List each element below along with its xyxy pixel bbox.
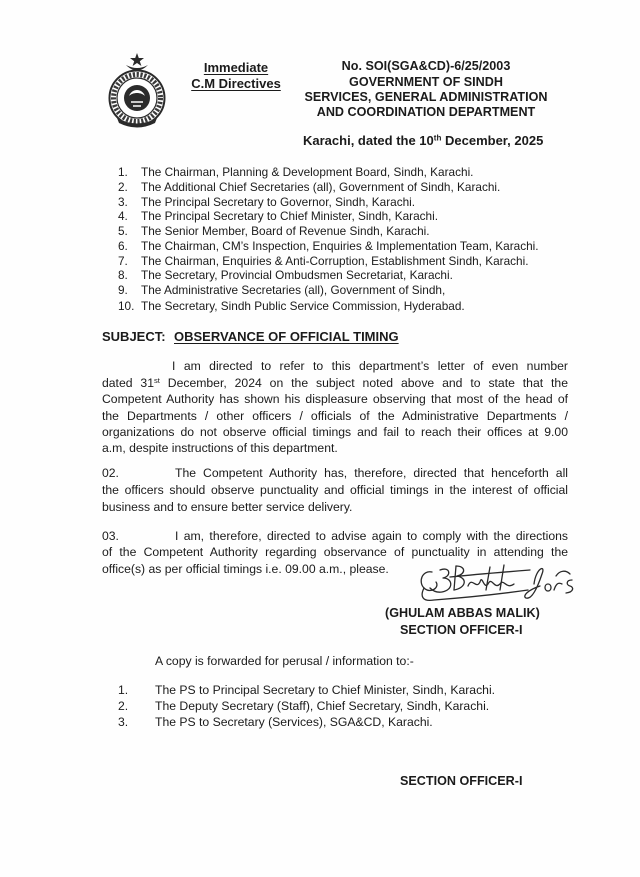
copy-text: The Deputy Secretary (Staff), Chief Secretary, Sindh, Karachi. [155, 699, 490, 713]
recipient-number: 9. [118, 283, 128, 297]
recipient-item [118, 239, 539, 253]
recipient-text: The Chairman, CM’s Inspection, Enquiries & Implementation Team, Karachi. [141, 239, 539, 253]
copy-number: 1. [118, 683, 129, 697]
paragraph-line: I am directed to refer to this department’s letter of even number [172, 359, 568, 373]
recipient-number: 2. [118, 180, 128, 194]
recipient-item [118, 299, 465, 313]
reference-number: No. SOI(SGA&CD)-6/25/2003 [341, 59, 511, 73]
date-suffix: th [433, 133, 442, 143]
copy-item [118, 699, 489, 713]
recipient-item [118, 254, 529, 268]
paragraph-line: Competent Authority has shown his displeasure observing that most of the head of [102, 392, 568, 406]
recipient-number: 10. [118, 299, 135, 313]
recipient-number: 7. [118, 254, 128, 268]
paragraph-line: of the Competent Authority regarding observance of punctuality in attending the [102, 545, 568, 559]
recipient-number: 8. [118, 268, 128, 282]
copy-text: The PS to Secretary (Services), SGA&CD, Karachi. [155, 715, 433, 729]
priority-label: Immediate [203, 60, 269, 75]
recipient-item [118, 209, 438, 223]
recipient-item [118, 195, 415, 209]
paragraph-line: The Competent Authority has, therefore, directed that henceforth all [175, 466, 568, 480]
recipient-number: 5. [118, 224, 128, 238]
recipient-number: 1. [118, 165, 128, 179]
directive-label: C.M Directives [191, 76, 281, 91]
recipient-text: The Administrative Secretaries (all), Government of Sindh, [141, 283, 446, 297]
footer-designation: SECTION OFFICER-I [400, 774, 523, 788]
signature-image [410, 560, 585, 608]
recipient-item [118, 165, 473, 179]
paragraph-line: office(s) as per official timings i.e. 09.00 a.m., please. [102, 562, 389, 576]
paragraph-line-text: December, 2024 on the subject noted above and to state that the [159, 376, 568, 390]
copy-item [118, 715, 433, 729]
recipient-text: The Principal Secretary to Chief Minister, Sindh, Karachi. [141, 209, 439, 223]
copy-number: 2. [118, 699, 129, 713]
subject-label: SUBJECT: [102, 329, 166, 344]
recipient-text: The Senior Member, Board of Revenue Sindh, Karachi. [141, 224, 430, 238]
recipient-number: 4. [118, 209, 128, 223]
paragraph-line: I am, therefore, directed to advise again to comply with the directions [175, 529, 568, 543]
government-name: GOVERNMENT OF SINDH [349, 75, 503, 89]
recipient-text: The Chairman, Planning & Development Board, Sindh, Karachi. [141, 165, 474, 179]
paragraph-line [102, 376, 568, 390]
recipient-text: The Secretary, Provincial Ombudsmen Secretariat, Karachi. [141, 268, 453, 282]
paragraph-number: 03. [102, 529, 119, 543]
recipient-text: The Additional Chief Secretaries (all), Government of Sindh, Karachi. [141, 180, 501, 194]
paragraph-line-text: dated 31 [102, 376, 154, 390]
paragraph-number: 02. [102, 466, 119, 480]
department-name-line2: AND COORDINATION DEPARTMENT [316, 105, 536, 119]
recipient-text: The Principal Secretary to Governor, Sindh, Karachi. [141, 195, 416, 209]
department-name-line1: SERVICES, GENERAL ADMINISTRATION [304, 90, 548, 104]
date-suffix: st [153, 375, 160, 385]
copy-text: The PS to Principal Secretary to Chief Minister, Sindh, Karachi. [155, 683, 496, 697]
paragraph-line: the officers should observe punctuality and official timings in the interest of official [102, 483, 568, 497]
subject-title: OBSERVANCE OF OFFICIAL TIMING [174, 329, 399, 344]
recipient-item [118, 283, 445, 297]
date-text-rest: December, 2025 [441, 133, 544, 148]
paragraph-line: organizations do not observe official timings and fail to reach their offices at 9.00 [102, 425, 568, 439]
signatory-name: (GHULAM ABBAS MALIK) [385, 606, 540, 620]
paragraph-line: a.m, despite instructions of this department. [102, 441, 338, 455]
paragraph-line: business and to ensure better service delivery. [102, 500, 353, 514]
copy-intro: A copy is forwarded for perusal / information to:- [155, 654, 414, 668]
recipient-item [118, 180, 500, 194]
recipient-item [118, 224, 430, 238]
date-line [303, 133, 543, 148]
signatory-designation: SECTION OFFICER-I [400, 623, 523, 637]
government-seal-icon [105, 52, 169, 128]
recipient-number: 3. [118, 195, 128, 209]
recipient-text: The Secretary, Sindh Public Service Commission, Hyderabad. [141, 299, 465, 313]
date-text: Karachi, dated the 10 [303, 133, 434, 148]
copy-number: 3. [118, 715, 129, 729]
recipient-text: The Chairman, Enquiries & Anti-Corruption, Establishment Sindh, Karachi. [141, 254, 529, 268]
paragraph-line: the Departments / other officers / officials of the Administrative Departments / [102, 409, 568, 423]
recipient-item [118, 268, 453, 282]
recipient-number: 6. [118, 239, 128, 253]
copy-item [118, 683, 495, 697]
